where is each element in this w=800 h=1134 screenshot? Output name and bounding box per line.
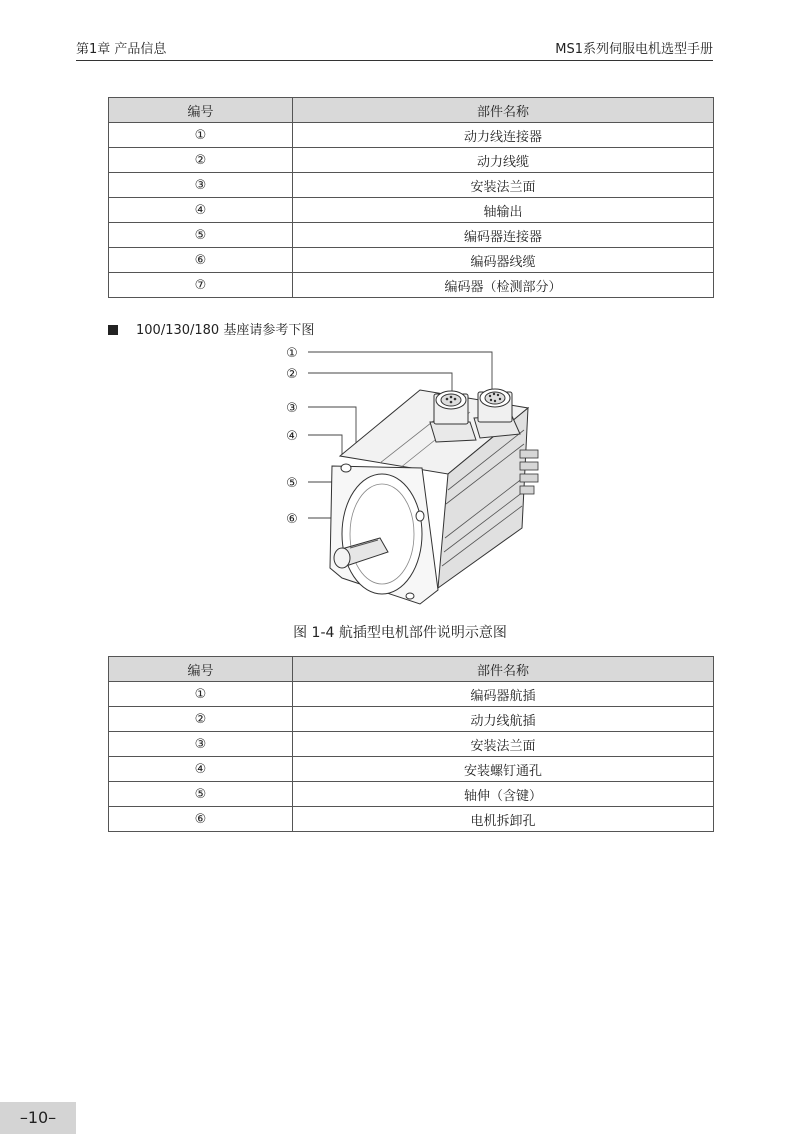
parts-table-2	[108, 656, 714, 832]
cell-part-name: 动力线缆	[293, 148, 714, 173]
bullet-text: 100/130/180 基座请参考下图	[136, 323, 315, 338]
callout-4: ④	[286, 429, 298, 444]
cell-number: ⑥	[109, 248, 293, 273]
chapter-title: 第1章 产品信息	[76, 42, 167, 57]
callout-2: ②	[286, 367, 298, 382]
cell-part-name: 电机拆卸孔	[293, 807, 714, 832]
cell-number: ③	[109, 173, 293, 198]
table-row	[109, 123, 714, 148]
page-header	[76, 34, 713, 61]
table-row	[109, 173, 714, 198]
table-row	[109, 223, 714, 248]
cell-number: ⑤	[109, 223, 293, 248]
cell-part-name: 安装法兰面	[293, 732, 714, 757]
callout-6: ⑥	[286, 512, 298, 527]
figure-caption: 图 1-4 航插型电机部件说明示意图	[293, 625, 507, 641]
column-header-number: 编号	[109, 98, 293, 123]
cell-part-name: 编码器连接器	[293, 223, 714, 248]
callout-1: ①	[286, 346, 298, 361]
cell-part-name: 动力线连接器	[293, 123, 714, 148]
cell-number: ②	[109, 707, 293, 732]
cell-number: ①	[109, 123, 293, 148]
cell-part-name: 安装法兰面	[293, 173, 714, 198]
cell-part-name: 动力线航插	[293, 707, 714, 732]
table-row	[109, 757, 714, 782]
cell-number: ④	[109, 757, 293, 782]
table-row	[109, 273, 714, 298]
table-header-row	[109, 657, 714, 682]
page-number: –10–	[0, 1102, 76, 1134]
parts-table-1	[108, 97, 714, 298]
table-header-row	[109, 98, 714, 123]
cell-part-name: 编码器线缆	[293, 248, 714, 273]
cell-part-name: 编码器航插	[293, 682, 714, 707]
motor-figure	[270, 338, 550, 613]
column-header-part-name: 部件名称	[293, 657, 714, 682]
column-header-part-name: 部件名称	[293, 98, 714, 123]
cell-part-name: 轴输出	[293, 198, 714, 223]
cell-number: ②	[109, 148, 293, 173]
table-row	[109, 782, 714, 807]
cell-number: ①	[109, 682, 293, 707]
table-row	[109, 707, 714, 732]
cell-number: ③	[109, 732, 293, 757]
cell-part-name: 编码器（检测部分）	[293, 273, 714, 298]
table-row	[109, 732, 714, 757]
cell-number: ⑦	[109, 273, 293, 298]
table-row	[109, 807, 714, 832]
manual-title: MS1系列伺服电机选型手册	[555, 42, 713, 57]
cell-part-name: 轴伸（含键）	[293, 782, 714, 807]
cell-number: ⑥	[109, 807, 293, 832]
section-bullet	[108, 319, 314, 338]
table-row	[109, 248, 714, 273]
square-bullet-icon	[108, 325, 118, 335]
callout-labels	[286, 346, 298, 527]
cell-number: ④	[109, 198, 293, 223]
cell-number: ⑤	[109, 782, 293, 807]
column-header-number: 编号	[109, 657, 293, 682]
table-row	[109, 148, 714, 173]
motor-illustration	[270, 338, 550, 613]
table-row	[109, 682, 714, 707]
callout-3: ③	[286, 401, 298, 416]
cell-part-name: 安装螺钉通孔	[293, 757, 714, 782]
callout-5: ⑤	[286, 476, 298, 491]
table-row	[109, 198, 714, 223]
